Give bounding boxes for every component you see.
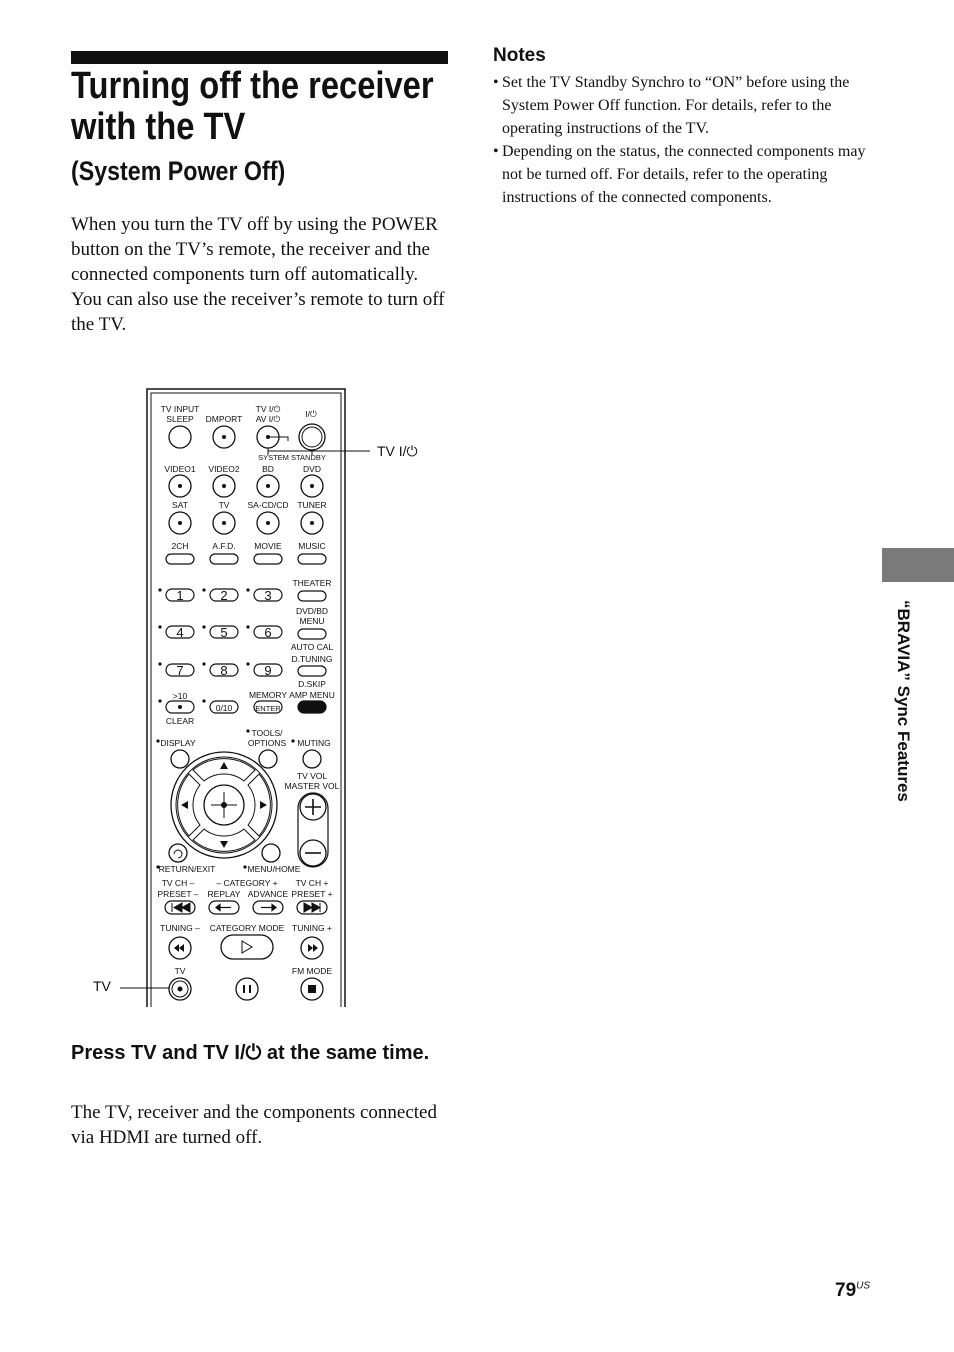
label-dskip: D.SKIP bbox=[298, 679, 326, 689]
label-display: DISPLAY bbox=[160, 738, 196, 748]
digit-3-label: 3 bbox=[264, 588, 272, 603]
title-line-2: with the TV bbox=[71, 106, 246, 148]
button-dot bbox=[202, 625, 205, 628]
button-dot bbox=[178, 521, 182, 525]
notes-title: Notes bbox=[493, 45, 546, 66]
label-preset-minus: PRESET – bbox=[157, 889, 199, 899]
display-button[interactable] bbox=[171, 750, 189, 768]
label-zero10: 0/10 bbox=[215, 703, 233, 713]
button-dot bbox=[266, 521, 270, 525]
label-tvch-plus: TV CH + bbox=[295, 878, 329, 888]
button-dot bbox=[222, 435, 226, 439]
label-menu-home: MENU/HOME bbox=[247, 864, 301, 874]
button-dot bbox=[246, 588, 249, 591]
label-sat: SAT bbox=[172, 500, 188, 510]
muting-button[interactable] bbox=[303, 750, 321, 768]
label-clear: CLEAR bbox=[165, 716, 195, 726]
music-button[interactable] bbox=[298, 554, 326, 564]
digit-4-label: 4 bbox=[176, 625, 184, 640]
page-number bbox=[835, 1280, 870, 1302]
label-tvch-minus: TV CH – bbox=[161, 878, 195, 888]
button-dot bbox=[310, 484, 314, 488]
notes-list bbox=[493, 71, 878, 209]
button-dot bbox=[246, 729, 249, 732]
button-dot bbox=[266, 484, 270, 488]
label-tuning-minus: TUNING – bbox=[160, 923, 200, 933]
label-bd: BD bbox=[262, 464, 274, 474]
dtuning-button[interactable] bbox=[298, 666, 326, 676]
button-dot bbox=[156, 739, 159, 742]
return-exit-button[interactable] bbox=[169, 844, 187, 862]
section-tab bbox=[882, 548, 954, 582]
label-tv-input-btn: TV bbox=[218, 500, 230, 510]
label-replay: REPLAY bbox=[207, 889, 241, 899]
label-2ch: 2CH bbox=[171, 541, 189, 551]
button-dot bbox=[246, 662, 249, 665]
label-av-power: AV I/⏻ bbox=[255, 414, 281, 424]
label-tv-bottom: TV bbox=[174, 966, 186, 976]
digit-2-label: 2 bbox=[220, 588, 228, 603]
label-dmport: DMPORT bbox=[205, 414, 243, 424]
pause-button[interactable] bbox=[236, 978, 258, 1000]
label-menu: MENU bbox=[299, 616, 325, 626]
button-dot bbox=[178, 987, 183, 992]
label-master-vol: MASTER VOL bbox=[284, 781, 340, 791]
button-dot bbox=[243, 865, 246, 868]
label-tv-input: TV INPUT bbox=[160, 404, 200, 414]
remote-svg bbox=[90, 385, 450, 1007]
label-tv-power: TV I/⏻ bbox=[255, 404, 281, 414]
label-music: MUSIC bbox=[298, 541, 326, 551]
button-dot bbox=[222, 484, 226, 488]
play-button[interactable] bbox=[221, 935, 273, 959]
sleep-button[interactable] bbox=[169, 426, 191, 448]
note-item: • Set the TV Standby Synchro to “ON” before using the System Power Off function. For details, refer to the operating instructions of the TV. bbox=[493, 71, 878, 140]
callout-tv-power: TV I/⏻ bbox=[377, 443, 418, 459]
button-dot bbox=[158, 699, 161, 702]
theater-button[interactable] bbox=[298, 591, 326, 601]
label-options: OPTIONS bbox=[247, 738, 287, 748]
label-fm-mode: FM MODE bbox=[291, 966, 333, 976]
page-subtitle: (System Power Off) bbox=[71, 156, 286, 186]
label-tuning-plus: TUNING + bbox=[292, 923, 332, 933]
stop-icon bbox=[308, 985, 316, 993]
label-advance: ADVANCE bbox=[247, 889, 289, 899]
page-number-value: 79 bbox=[835, 1280, 857, 1301]
step-instruction: Press TV and TV I/⏻ at the same time. bbox=[71, 1042, 430, 1064]
power-button[interactable] bbox=[299, 424, 325, 450]
amp-menu-button[interactable] bbox=[298, 701, 326, 713]
note-item: • Depending on the status, the connected components may not be turned off. For details, refer to the operating instructions of the connected components. bbox=[493, 140, 878, 209]
label-tv-vol: TV VOL bbox=[296, 771, 328, 781]
button-dot bbox=[310, 521, 314, 525]
intro-paragraph-2: You can also use the receiver’s remote to turn off the TV. bbox=[71, 289, 445, 335]
label-gt10: >10 bbox=[172, 691, 188, 701]
label-video2: VIDEO2 bbox=[208, 464, 240, 474]
label-dvdbd: DVD/BD bbox=[295, 606, 329, 616]
tools-options-button[interactable] bbox=[259, 750, 277, 768]
page-number-suffix: US bbox=[856, 1280, 871, 1292]
section-side-label: “BRAVIA” Sync Features bbox=[894, 600, 913, 802]
label-dtuning: D.TUNING bbox=[291, 654, 333, 664]
page-title bbox=[71, 65, 434, 148]
button-dot bbox=[222, 521, 226, 525]
label-autocal: AUTO CAL bbox=[290, 642, 334, 652]
button-dot bbox=[202, 662, 205, 665]
label-muting: MUTING bbox=[297, 738, 331, 748]
button-dot bbox=[221, 802, 227, 808]
label-sacd: SA-CD/CD bbox=[247, 500, 289, 510]
label-system-standby: SYSTEM STANDBY bbox=[258, 453, 326, 462]
label-memory: MEMORY bbox=[248, 690, 288, 700]
button-dot bbox=[178, 484, 182, 488]
digit-1-label: 1 bbox=[176, 588, 184, 603]
label-tuner: TUNER bbox=[297, 500, 327, 510]
afd-button[interactable] bbox=[210, 554, 238, 564]
title-line-1: Turning off the receiver bbox=[71, 65, 434, 107]
label-theater: THEATER bbox=[292, 578, 332, 588]
label-amp-menu: AMP MENU bbox=[289, 690, 335, 700]
button-dot bbox=[246, 625, 249, 628]
digit-5-label: 5 bbox=[220, 625, 228, 640]
intro-paragraph-1: When you turn the TV off by using the POWER button on the TV’s remote, the receiver and the connected components turn off automatically. bbox=[71, 214, 438, 285]
callout-tv: TV bbox=[93, 978, 111, 994]
remote-illustration bbox=[90, 385, 450, 1007]
label-category-mode: CATEGORY MODE bbox=[209, 923, 285, 933]
button-dot bbox=[178, 705, 182, 709]
label-movie: MOVIE bbox=[254, 541, 282, 551]
title-rule bbox=[71, 51, 448, 64]
2ch-button[interactable] bbox=[166, 554, 194, 564]
button-dot bbox=[202, 588, 205, 591]
intro-text bbox=[71, 212, 456, 337]
label-return-exit: RETURN/EXIT bbox=[158, 864, 216, 874]
label-category: – CATEGORY + bbox=[216, 878, 278, 888]
label-enter: ENTER bbox=[255, 704, 281, 713]
label-video1: VIDEO1 bbox=[164, 464, 196, 474]
dvdbd-menu-button[interactable] bbox=[298, 629, 326, 639]
label-preset-plus: PRESET + bbox=[291, 889, 333, 899]
digit-9-label: 9 bbox=[264, 663, 272, 678]
label-afd: A.F.D. bbox=[212, 541, 236, 551]
button-dot bbox=[202, 699, 205, 702]
movie-button[interactable] bbox=[254, 554, 282, 564]
label-sleep: SLEEP bbox=[166, 414, 194, 424]
label-power: I/⏻ bbox=[305, 409, 317, 419]
menu-home-button[interactable] bbox=[262, 844, 280, 862]
label-tools: TOOLS/ bbox=[251, 728, 283, 738]
digit-6-label: 6 bbox=[264, 625, 272, 640]
digit-7-label: 7 bbox=[176, 663, 184, 678]
button-dot bbox=[158, 625, 161, 628]
button-dot bbox=[158, 588, 161, 591]
label-dvd: DVD bbox=[303, 464, 321, 474]
step-result: The TV, receiver and the components connected via HDMI are turned off. bbox=[71, 1102, 437, 1148]
digit-8-label: 8 bbox=[220, 663, 228, 678]
button-dot bbox=[291, 739, 294, 742]
button-dot bbox=[158, 662, 161, 665]
